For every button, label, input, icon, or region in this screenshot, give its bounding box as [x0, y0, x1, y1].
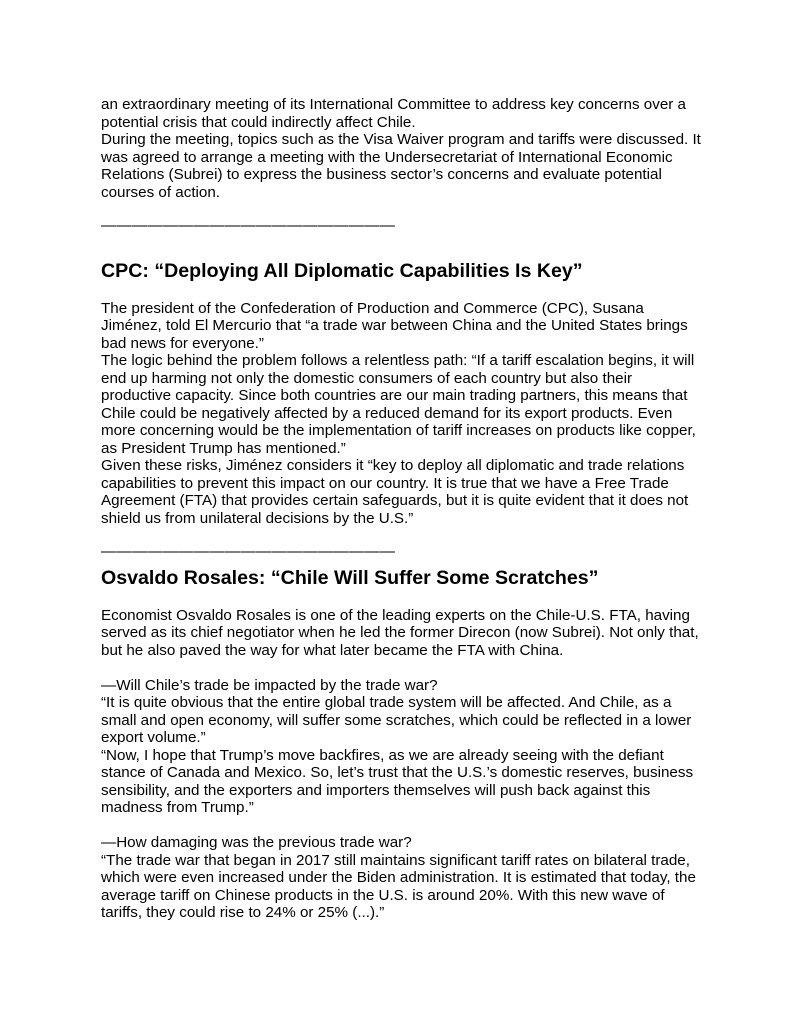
spacer [101, 201, 706, 217]
rosales-question-2: —How damaging was the previous trade war? [101, 834, 412, 851]
document-page [101, 96, 706, 922]
spacer [101, 527, 706, 543]
spacer [101, 817, 706, 835]
intro-paragraph-1: an extraordinary meeting of its International Committee to address key concerns over a potential crisis that could indirectly affect Chile. [101, 96, 687, 131]
spacer [101, 283, 706, 300]
rosales-heading: Osvaldo Rosales: “Chile Will Suffer Some Scratches” [101, 566, 599, 589]
spacer [101, 235, 706, 259]
section-divider-1: ——————————————————— [101, 217, 396, 234]
rosales-paragraph-1: Economist Osvaldo Rosales is one of the leading experts on the Chile-U.S. FTA, having served as its chief negotiator when he led the former Direcon (now Subrei). Not only that, but he also paved the way for what later became the FTA with China. [101, 606, 699, 659]
cpc-paragraph-3: Given these risks, Jiménez considers it “key to deploy all diplomatic and trade relations capabilities to prevent this impact on our country. It is true that we have a Free Trade Agreement (FTA) that provides certain safeguards, but it is quite evident that it does not shield us from unilateral decisions by the U.S.” [101, 457, 689, 527]
intro-paragraph-2: During the meeting, topics such as the Visa Waiver program and tariffs were discussed. It was agreed to arrange a meeting with the Undersecretariat of International Economic Relations (Subrei) to express the business sector’s concerns and evaluate potential courses of action. [101, 131, 701, 201]
section-divider-2: ——————————————————— [101, 543, 396, 560]
rosales-answer-1b: “Now, I hope that Trump’s move backfires, as we are already seeing with the defiant stance of Canada and Mexico. So, let’s trust that the U.S.’s domestic reserves, business sensibility, and the exporters and importers themselves will push back against this madness from Trump.” [101, 746, 694, 816]
cpc-paragraph-1: The president of the Confederation of Production and Commerce (CPC), Susana Jiménez, told El Mercurio that “a trade war between China and the United States brings bad news for everyone.” [101, 299, 688, 352]
spacer [101, 659, 706, 677]
spacer [101, 590, 706, 607]
cpc-paragraph-2: The logic behind the problem follows a relentless path: “If a tariff escalation begins, it will end up harming not only the domestic consumers of each country but also their productive capacity. Since both countries are our main trading partners, this means that Chile could be negatively affected by a reduced demand for its export products. Even more concerning would be the implementation of tariff increases on products like copper, as President Trump has mentioned.” [101, 352, 696, 457]
rosales-answer-2: “The trade war that began in 2017 still maintains significant tariff rates on bilateral trade, which were even increased under the Biden administration. It is estimated that today, the average tariff on Chinese products in the U.S. is around 20%. With this new wave of tariffs, they could rise to 24% or 25% (...).” [101, 851, 696, 921]
rosales-answer-1a: “It is quite obvious that the entire global trade system will be affected. And Chile, as a small and open economy, will suffer some scratches, which could be reflected in a lower export volume.” [101, 694, 692, 746]
cpc-heading: CPC: “Deploying All Diplomatic Capabilities Is Key” [101, 259, 583, 282]
rosales-question-1: —Will Chile’s trade be impacted by the trade war? [101, 676, 438, 694]
